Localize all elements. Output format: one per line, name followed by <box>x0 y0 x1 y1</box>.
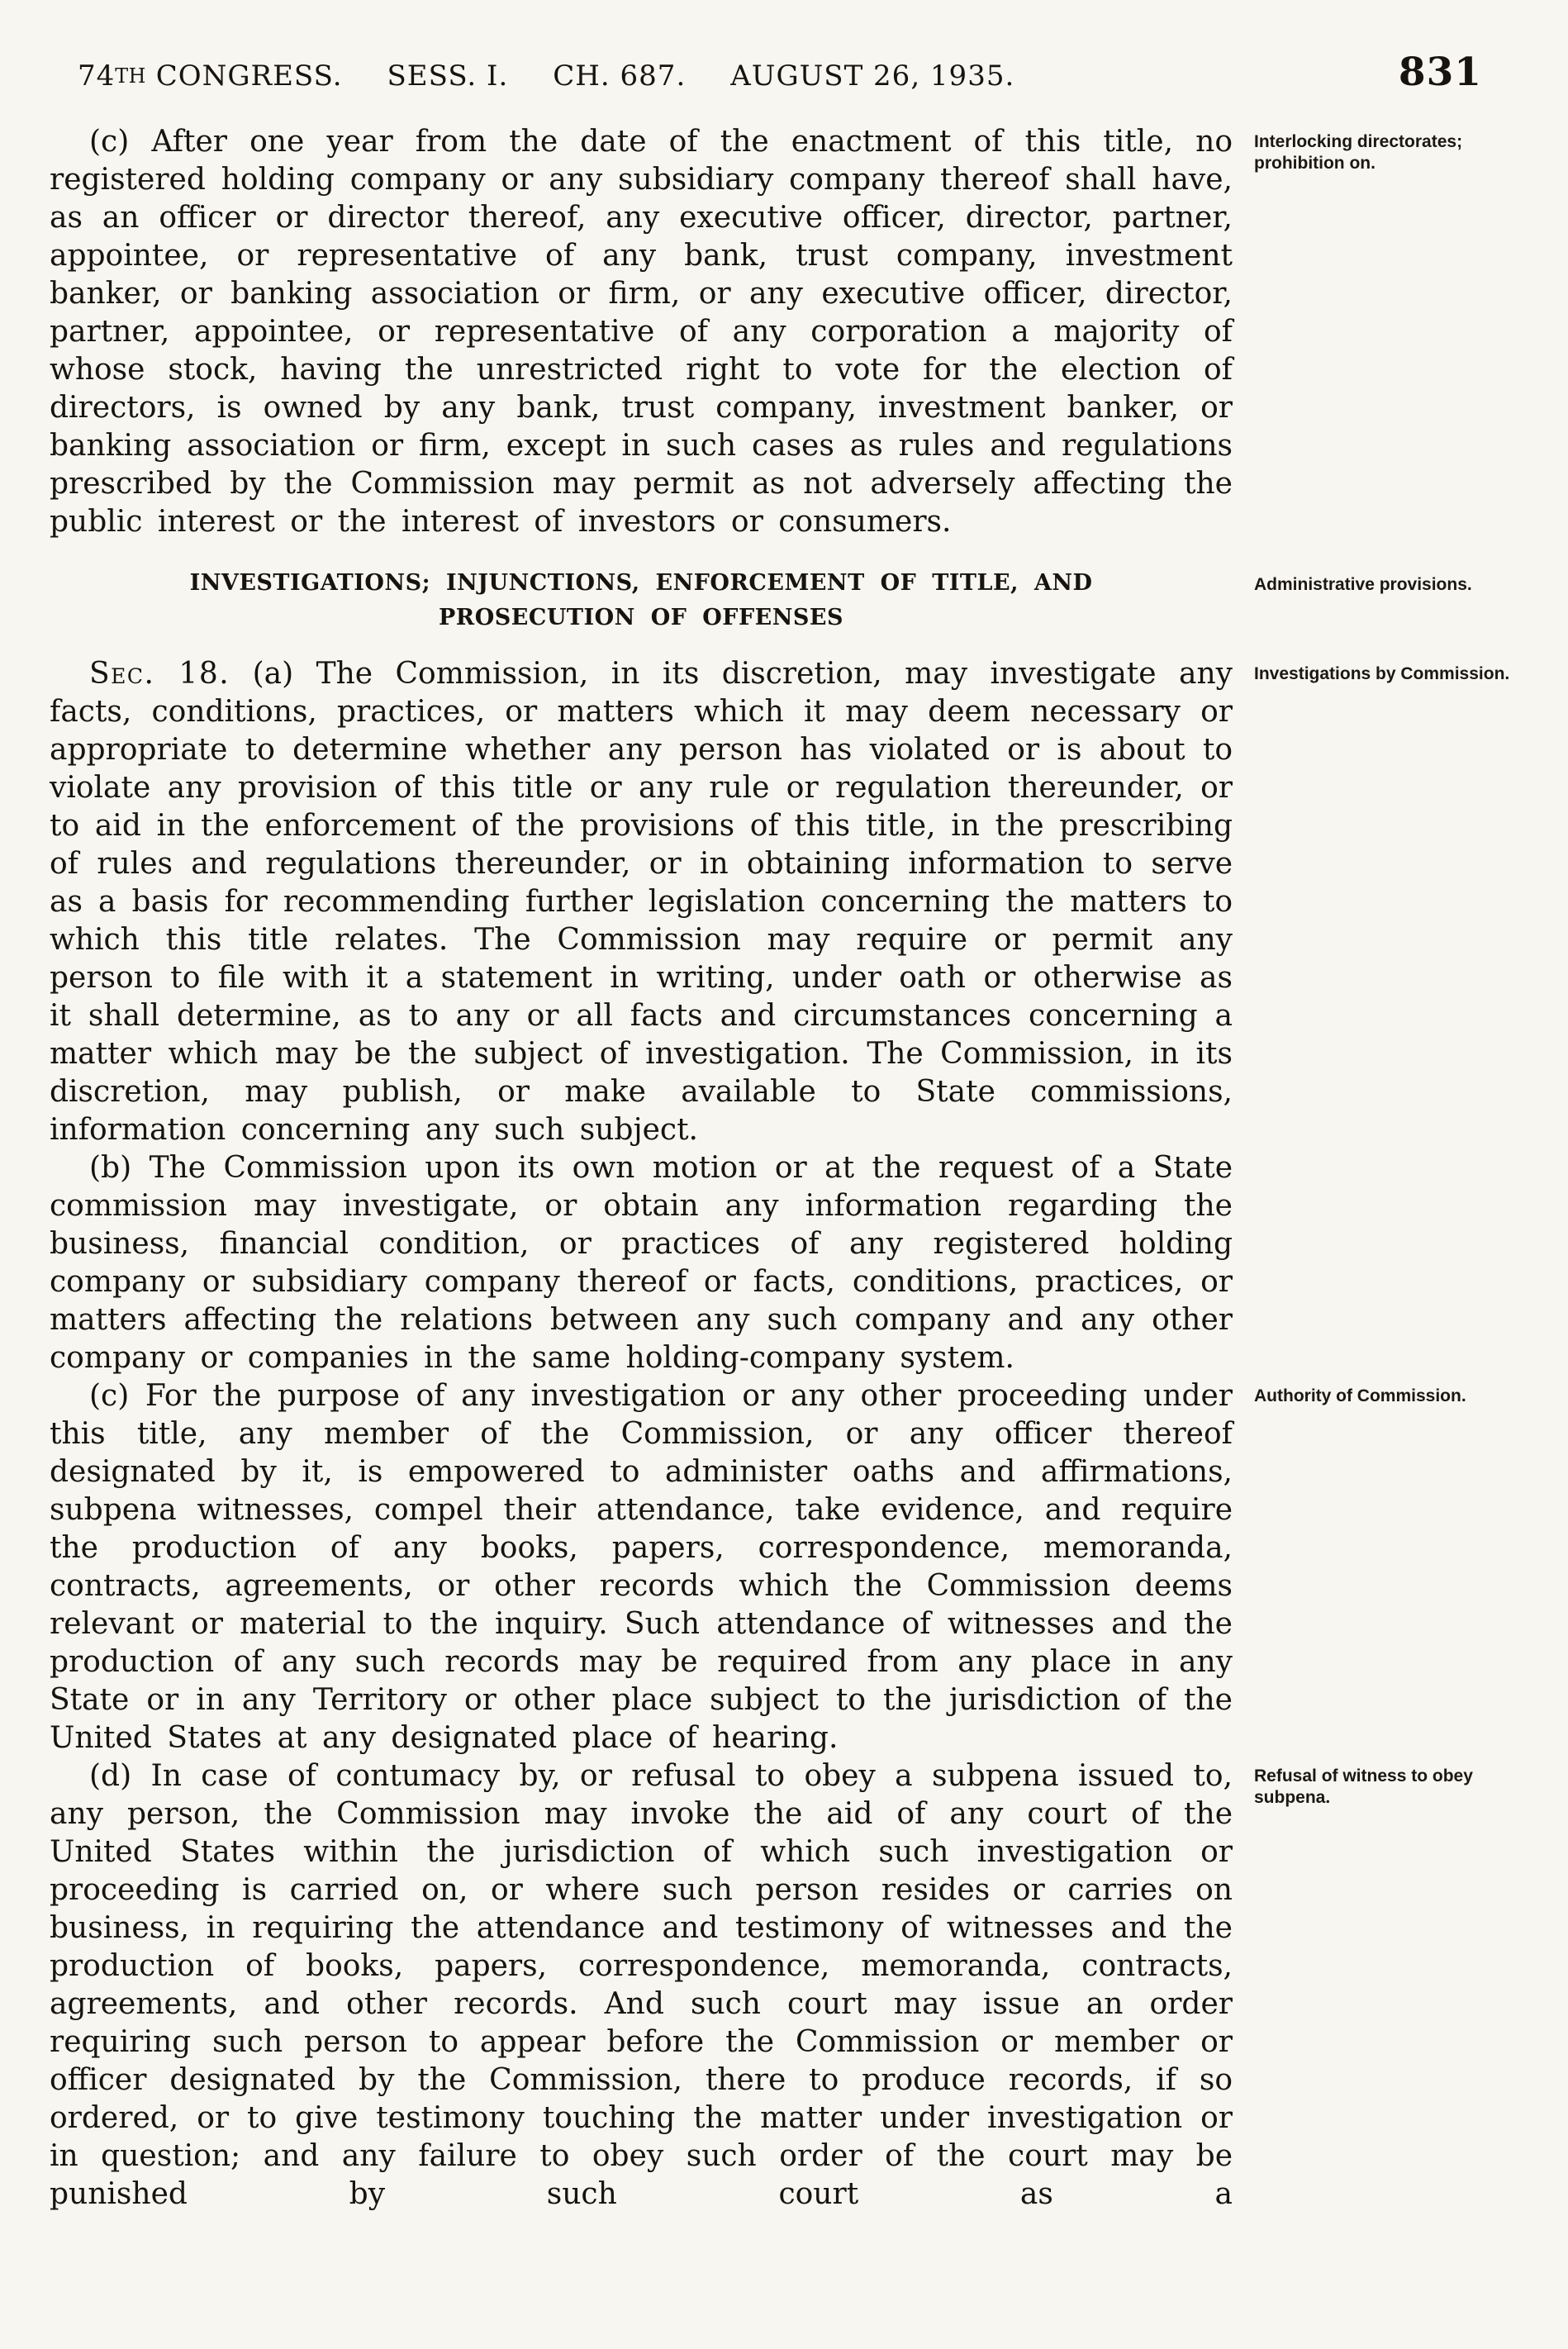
content-row <box>50 566 1522 635</box>
main-column <box>50 655 1233 1149</box>
margin-note-empty <box>1233 1149 1522 1158</box>
chapter-label: CH. 687. <box>553 59 687 93</box>
content-row <box>50 123 1522 541</box>
paragraph-c-interlocking: (c) After one year from the date of the enactment of this title, no registered holding company or any subsidiary company thereof shall have, as an officer or director thereof, any executive officer, director, partner, appointee, or representative of any bank, trust company, investment banker, or banking association or firm, or any executive officer, director, partner, appointee, or representative of any corporation a majority of whose stock, having the unrestricted right to vote for the election of directors, is owned by any bank, trust company, investment banker, or banking association or firm, except in such cases as rules and regulations prescribed by the Commission may permit as not adversely affecting the public interest or the interest of investors or consumers. <box>50 125 1233 539</box>
main-column <box>50 123 1233 541</box>
congress-number: 74 <box>78 59 116 93</box>
main-column <box>50 1377 1233 1757</box>
margin-note-administrative: Administrative provisions. <box>1254 575 1472 594</box>
section-label: Sec. 18. <box>89 657 230 691</box>
paragraph-sec18b: (b) The Commission upon its own motion or at the request of a State commission may investigate, or obtain any information regarding the business, financial condition, or practices of any registered holding company or subsidiary company thereof or facts, conditions, practices, or matters affecting the relations between any such company and any other company or companies in the same holding-company system. <box>50 1151 1233 1375</box>
section-heading: INVESTIGATIONS; INJUNCTIONS, ENFORCEMENT OF TITLE, AND PROSECUTION OF OFFENSES <box>189 570 1093 630</box>
running-head <box>78 59 1014 93</box>
main-column <box>50 566 1233 635</box>
congress-ordinal: TH <box>115 64 146 88</box>
content-row <box>50 1149 1522 1377</box>
content-row <box>50 1757 1522 2213</box>
paragraph-sec18a <box>50 655 1233 1149</box>
date-label: AUGUST 26, 1935. <box>730 59 1015 93</box>
margin-note-interlocking: Interlocking directorates; prohibition on. <box>1254 132 1463 173</box>
page-number: 831 <box>1398 50 1482 95</box>
content-row <box>50 1377 1522 1757</box>
content-row <box>50 655 1522 1149</box>
congress-word: CONGRESS. <box>155 59 343 93</box>
paragraph-sec18c: (c) For the purpose of any investigation or any other proceeding under this title, any member of the Commission, or any officer thereof designated by it, is empowered to administer oaths and affirmations, subpena witnesses, compel their attendance, take evidence, and require the production of any books, papers, correspondence, memoranda, contracts, agreements, or other records which the Commission deems relevant or material to the inquiry. Such attendance of witnesses and the production of any such records may be required from any place in any State or in any Territory or other place subject to the jurisdiction of the United States at any designated place of hearing. <box>50 1379 1233 1755</box>
page-header <box>78 50 1522 95</box>
congress-label <box>78 59 343 93</box>
session-label: SESS. I. <box>387 59 509 93</box>
margin-note-refusal: Refusal of witness to obey subpena. <box>1254 1767 1473 1807</box>
main-column <box>50 1757 1233 2213</box>
paragraph-sec18d: (d) In case of contumacy by, or refusal to obey a subpena issued to, any person, the Commission may invoke the aid of any court of the United States within the jurisdiction of which such investigation or proceeding is carried on, or where such person resides or carries on business, in requiring the attendance and testimony of witnesses and the production of books, papers, correspondence, memoranda, contracts, agreements, and other records. And such court may issue an order requiring such person to appear before the Commission or member or officer designated by the Commission, there to produce records, if so ordered, or to give testimony touching the matter under investigation or in question; and any failure to obey such order of the court may be punished by such court as a <box>50 1759 1233 2211</box>
margin-note-authority: Authority of Commission. <box>1254 1386 1466 1405</box>
margin-note-investigations: Investigations by Commission. <box>1254 664 1510 683</box>
paragraph-sec18a-text: (a) The Commission, in its discretion, may investigate any facts, conditions, practices, or matters which it may deem necessary or appropriate to determine whether any person has violated or is about to violate any provision of this title or any rule or regulation thereunder, or to aid in the enforcement of the provisions of this title, in the prescribing of rules and regulations thereunder, or in obtaining information to serve as a basis for recommending further legislation concerning the matters to which this title relates. The Commission may require or permit any person to file with it a statement in writing, under oath or otherwise as it shall determine, as to any or all facts and circumstances concerning a matter which may be the subject of investigation. The Commission, in its discretion, may publish, or make available to State commissions, information concerning any such subject. <box>50 657 1233 1147</box>
main-column <box>50 1149 1233 1377</box>
